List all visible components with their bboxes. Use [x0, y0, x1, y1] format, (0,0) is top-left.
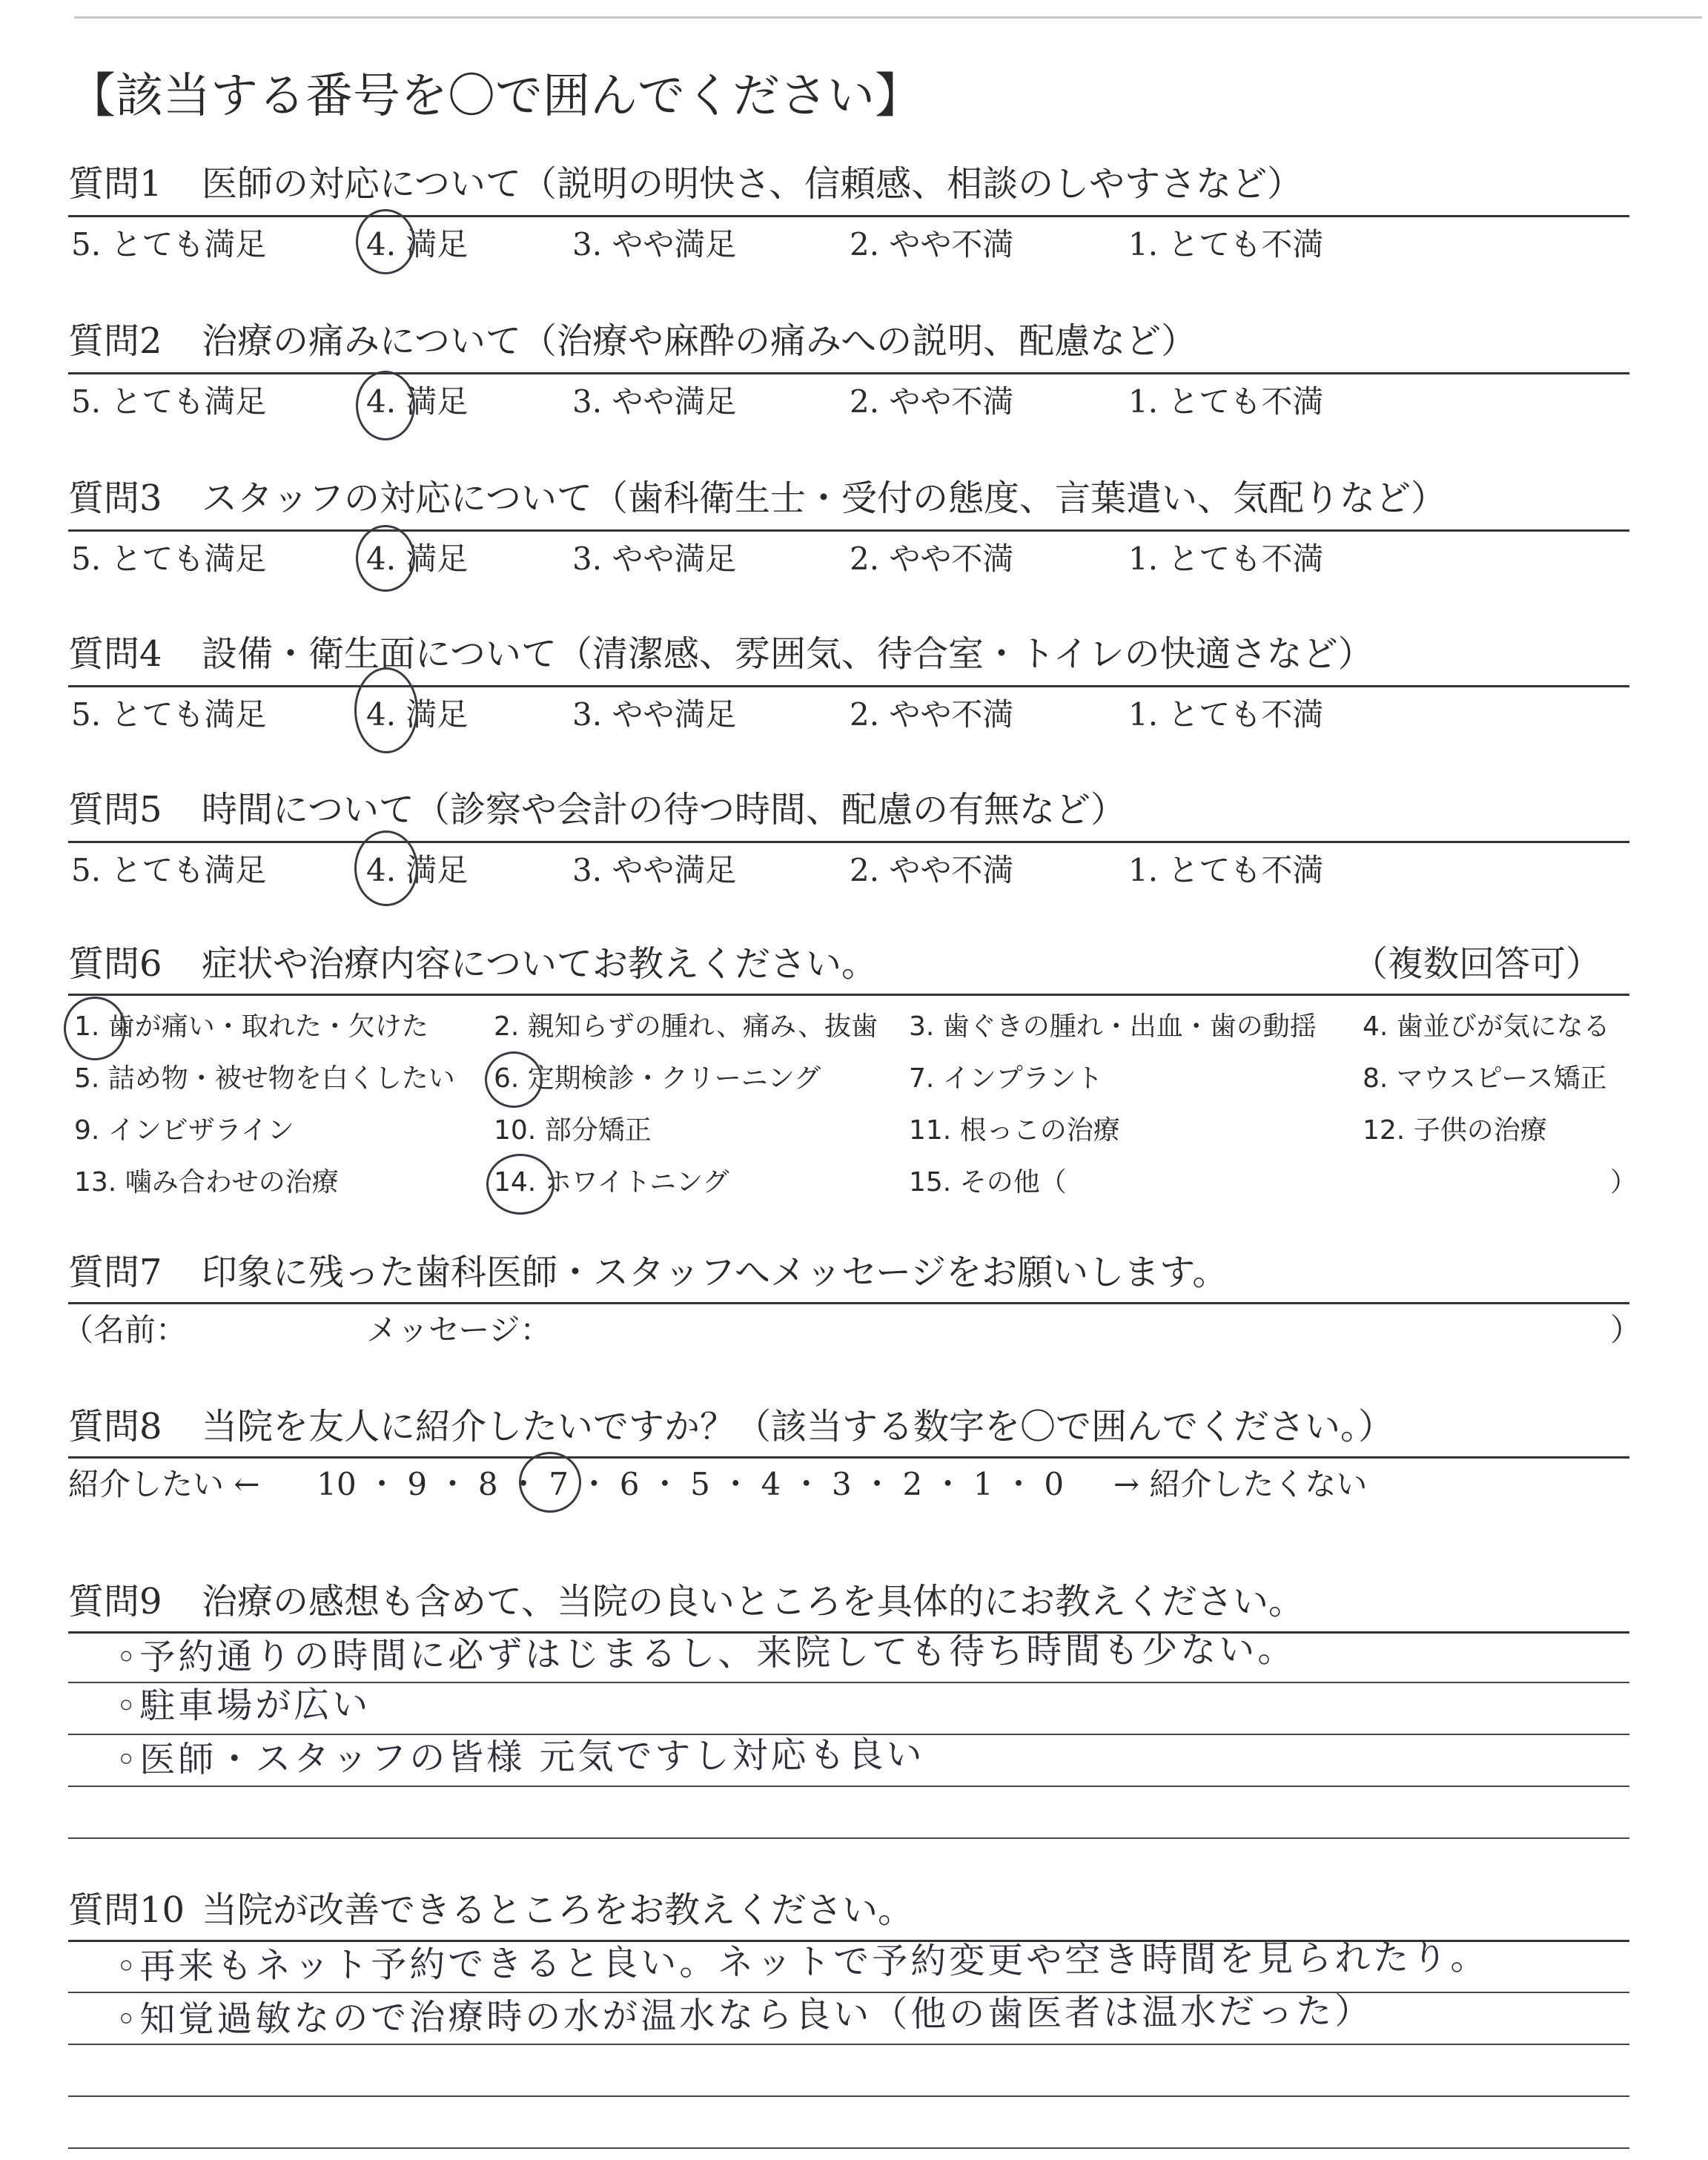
answer-line	[68, 2044, 1629, 2045]
q5-option-2[interactable]: 2. やや不満	[850, 852, 1014, 888]
q10-answer-2: ◦知覚過敏なので治療時の水が温水なら良い（他の歯医者は温水だった）	[115, 1990, 1374, 2041]
question-number: 質問5	[68, 789, 162, 830]
question-number: 質問1	[68, 163, 162, 205]
q6-option-15[interactable]: 15. その他（	[909, 1167, 1067, 1198]
q1-option-2[interactable]: 2. やや不満	[850, 226, 1014, 262]
recommend-scale: 紹介したい ← 10 ・ 9 ・ 8 ・ 7 ・ 6 ・ 5 ・ 4 ・ 3 ・ 2 ・ 1 ・ 0 → 紹介したくない	[68, 1464, 1367, 1505]
scale-point-7[interactable]: 7	[549, 1466, 569, 1502]
question-text: 医師の対応について（説明の明快さ、信頼感、相談のしやすさなど）	[202, 163, 1303, 205]
q6-option-5[interactable]: 5. 詰め物・被せ物を白くしたい	[74, 1063, 455, 1094]
question-number: 質問6	[68, 943, 162, 985]
question-text: 印象に残った歯科医師・スタッフへメッセージをお願いします。	[202, 1252, 1228, 1293]
question-text: 設備・衛生面について（清潔感、雰囲気、待合室・トイレの快適さなど）	[202, 633, 1374, 675]
q9-answer-1: ◦予約通りの時間に必ずはじまるし、来院しても待ち時間も少ない。	[115, 1628, 1297, 1679]
q4-option-3[interactable]: 3. やや満足	[572, 696, 737, 733]
q6-option-14[interactable]: 14. ホワイトニング	[494, 1167, 729, 1198]
q5-option-1[interactable]: 1. とても不満	[1128, 852, 1324, 888]
question-3	[68, 472, 1625, 525]
multiple-answers-note: （複数回答可）	[1351, 943, 1601, 985]
page-title: 【該当する番号を〇で囲んでください】	[68, 69, 922, 124]
q6-option-7[interactable]: 7. インプラント	[909, 1063, 1103, 1094]
question-number: 質問10	[68, 1889, 185, 1931]
question-2	[68, 314, 1625, 368]
question-text: 当院を友人に紹介したいですか？（該当する数字を〇で囲んでください。）	[202, 1406, 1394, 1447]
question-10	[68, 1883, 1625, 1937]
q3-option-3[interactable]: 3. やや満足	[572, 541, 737, 577]
q6-option-3[interactable]: 3. 歯ぐきの腫れ・出血・歯の動揺	[909, 1011, 1317, 1042]
question-number: 質問9	[68, 1581, 162, 1622]
q3-option-4[interactable]: 4. 満足	[366, 541, 469, 577]
rule	[68, 994, 1629, 996]
rule	[68, 1302, 1629, 1304]
scale-point-1[interactable]: 1	[973, 1466, 993, 1502]
question-7	[68, 1246, 1625, 1299]
q6-option-1[interactable]: 1. 歯が痛い・取れた・欠けた	[74, 1011, 428, 1042]
q6-option-8[interactable]: 8. マウスピース矯正	[1363, 1063, 1607, 1094]
q6-option-10[interactable]: 10. 部分矯正	[494, 1115, 652, 1146]
q6-option-12[interactable]: 12. 子供の治療	[1363, 1115, 1547, 1146]
q9-answer-3: ◦医師・スタッフの皆様 元気ですし対応も良い	[115, 1734, 925, 1781]
q5-option-3[interactable]: 3. やや満足	[572, 852, 737, 888]
answer-line	[68, 1786, 1629, 1787]
scale-point-5[interactable]: 5	[690, 1466, 710, 1502]
q1-option-4[interactable]: 4. 満足	[366, 226, 469, 262]
question-text: 当院が改善できるところをお教えください。	[202, 1889, 914, 1931]
question-1	[68, 157, 1625, 211]
q4-option-2[interactable]: 2. やや不満	[850, 696, 1014, 733]
rule	[68, 372, 1629, 374]
scale-point-0[interactable]: 0	[1044, 1466, 1065, 1502]
scale-point-3[interactable]: 3	[832, 1466, 852, 1502]
q3-option-1[interactable]: 1. とても不満	[1128, 541, 1324, 577]
question-5	[68, 783, 1625, 836]
question-number: 質問2	[68, 320, 162, 362]
q6-option-13[interactable]: 13. 噛み合わせの治療	[74, 1167, 339, 1198]
rule	[68, 529, 1629, 532]
q10-answer-1: ◦再来もネット予約できると良い。ネットで予約変更や空き時間を見られたり。	[115, 1936, 1489, 1988]
q9-answer-2: ◦駐車場が広い	[115, 1683, 371, 1728]
scale-right-label: → 紹介したくない	[1113, 1466, 1368, 1502]
q5-option-5[interactable]: 5. とても満足	[71, 852, 267, 888]
q1-option-5[interactable]: 5. とても満足	[71, 226, 267, 262]
scale-point-4[interactable]: 4	[761, 1466, 781, 1502]
q6-option-6[interactable]: 6. 定期検診・クリーニング	[494, 1063, 821, 1094]
question-number: 質問3	[68, 478, 162, 519]
q6-option-4[interactable]: 4. 歯並びが気になる	[1363, 1011, 1610, 1042]
question-4	[68, 627, 1625, 681]
q6-option-2[interactable]: 2. 親知らずの腫れ、痛み、抜歯	[494, 1011, 878, 1042]
q4-option-1[interactable]: 1. とても不満	[1128, 696, 1324, 733]
question-text: 症状や治療内容についてお教えください。	[202, 943, 878, 985]
question-9	[68, 1575, 1625, 1628]
q2-option-4[interactable]: 4. 満足	[366, 383, 469, 420]
answer-line	[68, 2095, 1629, 2097]
rule	[68, 841, 1629, 843]
q2-option-3[interactable]: 3. やや満足	[572, 383, 737, 420]
name-label: （名前：	[62, 1312, 188, 1348]
question-text: スタッフの対応について（歯科衛生士・受付の態度、言葉遣い、気配りなど）	[202, 478, 1447, 519]
question-number: 質問8	[68, 1406, 162, 1447]
question-text: 治療の感想も含めて、当院の良いところを具体的にお教えください。	[202, 1581, 1305, 1622]
q3-option-5[interactable]: 5. とても満足	[71, 541, 267, 577]
q6-other-close: ）	[1610, 1167, 1638, 1198]
question-8	[68, 1400, 1625, 1453]
q6-option-11[interactable]: 11. 根っこの治療	[909, 1115, 1120, 1146]
rule	[68, 1456, 1629, 1459]
rule	[68, 215, 1629, 217]
q1-option-3[interactable]: 3. やや満足	[572, 226, 737, 262]
answer-line	[68, 2147, 1629, 2149]
q6-option-9[interactable]: 9. インビザライン	[74, 1115, 294, 1146]
q1-option-1[interactable]: 1. とても不満	[1128, 226, 1324, 262]
q2-option-5[interactable]: 5. とても満足	[71, 383, 267, 420]
scale-point-10[interactable]: 10	[317, 1466, 357, 1502]
q4-option-5[interactable]: 5. とても満足	[71, 696, 267, 733]
scale-point-2[interactable]: 2	[902, 1466, 923, 1502]
rule	[68, 685, 1629, 687]
question-text: 治療の痛みについて（治療や麻酔の痛みへの説明、配慮など）	[202, 320, 1197, 362]
answer-line	[68, 1837, 1629, 1839]
top-border	[74, 16, 1702, 19]
scale-point-6[interactable]: 6	[619, 1466, 640, 1502]
q4-option-4[interactable]: 4. 満足	[366, 696, 469, 733]
message-close: ）	[1610, 1312, 1642, 1348]
question-number: 質問7	[68, 1252, 162, 1293]
question-number: 質問4	[68, 633, 162, 675]
message-label: メッセージ：	[366, 1312, 552, 1348]
scale-left-label: 紹介したい ←	[68, 1466, 260, 1502]
q3-option-2[interactable]: 2. やや不満	[850, 541, 1014, 577]
q2-option-1[interactable]: 1. とても不満	[1128, 383, 1324, 420]
q2-option-2[interactable]: 2. やや不満	[850, 383, 1014, 420]
scale-point-8[interactable]: 8	[477, 1466, 498, 1502]
scale-point-9[interactable]: 9	[407, 1466, 428, 1502]
question-text: 時間について（診察や会計の待つ時間、配慮の有無など）	[202, 789, 1127, 830]
q5-option-4[interactable]: 4. 満足	[366, 852, 469, 888]
